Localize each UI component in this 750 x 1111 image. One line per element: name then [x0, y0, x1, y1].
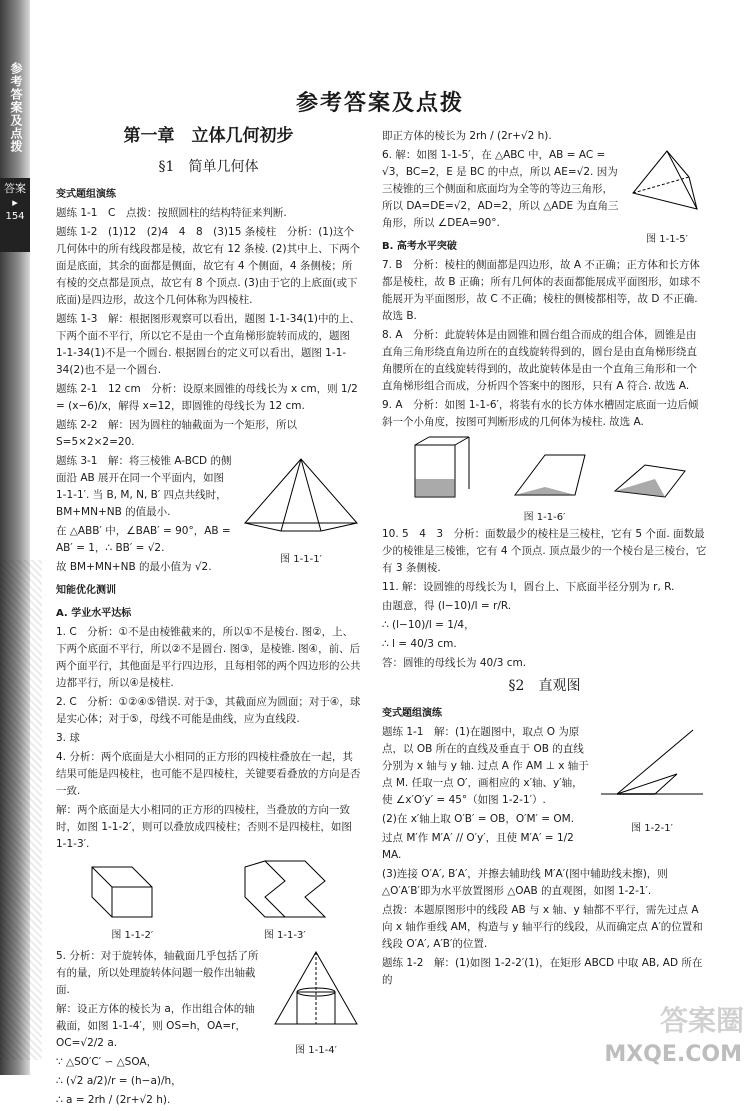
answer-1-2: 题练 1-2 (1)12 (2)4 4 8 (3)15 条棱柱 分析：(1)这个几何体中的所有线段都是棱，故它有 12 条棱. (2)其中上、下两个面是底面，其余的面都是侧面，故它有 4 个侧面，4 条侧棱；所有棱的交点都是顶点，故它有 8 个顶点. (3)由于它的上底面(或下底面)是四边形，故这个几何体称为四棱柱. — [56, 226, 361, 306]
section-title-2: §2 直观图 — [508, 678, 581, 694]
scan-noise — [0, 560, 42, 1060]
figure-1-1-5 — [627, 147, 707, 248]
section2-answer-1-2: 题练 1-2 解：(1)如图 1-2-2′(1)，在矩形 ABCD 中取 AB, AD 所在的 — [382, 957, 703, 986]
question-5: 5. 分析：对于旋转体，轴截面几乎包括了所有的量，所以处理旋转体问题一般作出轴截面. — [56, 950, 259, 996]
chapter-title: 第一章 立体几何初步 — [123, 126, 294, 146]
answer-3-1: 题练 3-1 解：将三棱锥 A-BCD 的侧面沿 AB 展开在同一个平面内，如图 1-1-1′. 当 B, M, N, B′ 四点共线时，BM+MN+NB 的值最小. — [56, 455, 232, 518]
left-column — [56, 128, 361, 1111]
answer-1-3: 题练 1-3 解：根据图形观察可以看出，题图 1-1-34(1)中的上、下两个面不平行，所以它不是由一个直角梯形旋转而成的，题图 1-1-34(1)不是一个圆台. 根据圆台的定义可以看出，题图 1-1-34(2)也不是一个圆台. — [56, 313, 360, 376]
answer-3-1-result: 故 BM+MN+NB 的最小值为 √2. — [56, 561, 212, 573]
figure-caption: 图 1-1-1′ — [280, 554, 322, 565]
answer-10: 10. 5 4 3 分析：面数最少的棱柱是三棱柱，它有 5 个面. 面数最少的棱锥是三棱锥，它有 4 个顶点. 顶点最少的一个棱台是三棱台，它有 3 条侧棱. — [382, 528, 707, 574]
tetrahedron-diagram — [627, 147, 707, 225]
page-title: 参考答案及点拨 — [295, 90, 464, 116]
watermark-logo: 答案圈 — [659, 1004, 744, 1037]
figure-1-1-6 — [382, 435, 707, 526]
question-5-step2: ∴ (√2 a/2)/r = (h−a)/h， — [56, 1075, 182, 1087]
answer-6: 6. 解：如图 1-1-5′，在 △ABC 中，AB = AC = √3，BC=2，E 是 BC 的中点，所以 AE=√2. 因为三棱锥的三个侧面和底面均为全等的等边三角形，所以 DA=DE=√2，AD=2，所以 △ADE 为直角三角形，所以 ∠DEA=90°. — [382, 149, 619, 229]
section2-step4: (3)连接 O′A′, B′A′，并擦去辅助线 M′A′(图中辅助线未擦)，则 △O′A′B′即为水平放置图形 △OAB 的直观图，如图 1-2-1′. — [382, 868, 668, 897]
section2-answer-1-1: 题练 1-1 解：(1)在题图中，取点 O 为原点，以 OB 所在的直线及垂直于 OB 的直线分别为 x 轴与 y 轴. 过点 A 作 AM ⊥ x 轴于点 M. 任取一点 O′，画相应的 x′轴、y′轴，使 ∠x′O′y′ = 45°（如图 1-2-1′）. — [382, 726, 589, 806]
question-1: 1. C 分析：①不是由棱锥截来的，所以①不是棱台. 图②，上、下两个底面不平行，所以②不是圆台. 图③，是棱锥. 图④，前、后两个面平行，其他面是平行四边形，且每相邻的两个四边形的公共边都平行，所以④是棱柱. — [56, 626, 361, 689]
side-tab-label: 答案 — [4, 182, 26, 195]
question-5-step1: ∵ △SO′C′ ∽ △SOA， — [56, 1056, 158, 1068]
zigzag-prism-diagram — [235, 857, 335, 921]
side-title: 参考答案及点拨 — [9, 62, 23, 153]
question-2: 2. C 分析：①②④⑤错误. 对于③，其截面应为圆面；对于④，球是实心体；对于⑤，母线不可能是曲线，应为直线段. — [56, 696, 361, 725]
answer-11-step2: ∴ (l−10)/l = 1/4， — [382, 619, 475, 631]
section2-hint: 点拨：本题原图形中的线段 AB 与 x 轴、y 轴都不平行，需先过点 A 向 x 轴作垂线 AM，构造与 y 轴平行的线段，从而确定点 A′的位置和线段 O′A′, A′B′的位置. — [382, 904, 703, 950]
figure-caption: 图 1-1-4′ — [295, 1045, 337, 1056]
answer-7: 7. B 分析：棱柱的侧面都是四边形，故 A 不正确；正方体和长方体都是棱柱，故 B 正确；所有几何体的表面都能展成平面图形，如球不能展开为平面图形，故 C 不正确；棱柱的侧棱都相等，故 D 不正确. 故选 B. — [382, 259, 701, 322]
answer-11: 11. 解：设圆锥的母线长为 l，圆台上、下底面半径分别为 r, R. — [382, 581, 675, 593]
oblique-axes-diagram — [597, 724, 707, 814]
figure-1-1-3 — [235, 857, 335, 944]
figure-1-1-4 — [271, 948, 361, 1059]
right-column — [382, 128, 707, 991]
answer-8: 8. A 分析：此旋转体是由圆锥和圆台组合而成的组合体，圆锥是由直角三角形绕直角边所在的直线旋转得到的，圆台是由直角梯形绕直角腰所在的直线旋转得到的，故此旋转体是由一个直角三角形和一个直角梯形组合而成，分析四个答案中的图形，只有 A 符合. 故选 A. — [382, 329, 697, 392]
question-5-solution: 解：设正方体的棱长为 a，作出组合体的轴截面，如图 1-1-4′，则 OS=h，OA=r，OC=√2/2 a. — [56, 1003, 255, 1049]
answer-9: 9. A 分析：如图 1-1-6′，将装有水的长方体水槽固定底面一边后倾斜一个小角度，按图可判断形成的几何体为棱柱. 故选 A. — [382, 399, 699, 428]
chevron-right-icon: ▸ — [12, 196, 18, 209]
question-4: 4. 分析：两个底面是大小相同的正方形的四棱柱叠放在一起，其结果可能是四棱柱，也可能不是四棱柱，关键要看叠放的方向是否一致. — [56, 751, 361, 797]
answer-11-final: 答：圆锥的母线长为 40/3 cm. — [382, 657, 527, 669]
figure-caption: 图 1-1-2′ — [111, 930, 154, 941]
label-tests: 知能优化测训 — [56, 585, 116, 596]
answer-1-1: 题练 1-1 C 点拨：按照圆柱的结构特征来判断. — [56, 207, 287, 219]
question-3: 3. 球 — [56, 732, 80, 744]
figure-row — [56, 857, 361, 944]
figure-caption: 图 1-1-3′ — [263, 930, 306, 941]
label-level-b: B. 高考水平突破 — [382, 241, 457, 252]
question-4-solution: 解：两个底面是大小相同的正方形的四棱柱，当叠放的方向一致时，如图 1-1-2′，则可以叠放成四棱柱；否则不是四棱柱，如图 1-1-3′. — [56, 804, 352, 850]
label-level-a: A. 学业水平达标 — [56, 608, 132, 619]
label-exercises-2: 变式题组演练 — [382, 708, 442, 719]
figure-1-1-1 — [241, 453, 361, 568]
figure-caption: 图 1-1-6′ — [523, 512, 566, 523]
side-tab — [0, 178, 30, 252]
page-number: 154 — [5, 211, 25, 222]
question-5-step3: ∴ a = 2rh / (2r+√2 h). — [56, 1094, 171, 1106]
label-exercises: 变式题组演练 — [56, 189, 116, 200]
section-title: §1 简单几何体 — [158, 159, 259, 175]
section2-step3: 过点 M′作 M′A′ // O′y′，且使 M′A′ = 1/2 MA. — [382, 832, 574, 861]
figure-caption: 图 1-1-5′ — [646, 234, 688, 245]
answer-2-2: 题练 2-2 解：因为圆柱的轴截面为一个矩形，所以 S=5×2×2=20. — [56, 419, 297, 448]
pyramid-net-diagram — [241, 453, 361, 545]
answer-11-step1: 由题意，得 (l−10)/l = r/R. — [382, 600, 512, 612]
answer-2-1: 题练 2-1 12 cm 分析：设原来圆锥的母线长为 x cm，则 1/2 = (x−6)/x，解得 x=12，即圆锥的母线长为 12 cm. — [56, 383, 358, 412]
answer-11-step3: ∴ l = 40/3 cm. — [382, 638, 457, 650]
figure-caption: 图 1-2-1′ — [631, 823, 673, 834]
prism-stack-diagram — [82, 857, 182, 921]
answer-5-result: 即正方体的棱长为 2rh / (2r+√2 h). — [382, 130, 552, 142]
water-tank-diagram — [395, 435, 695, 505]
cone-cube-section-diagram — [271, 948, 361, 1036]
section2-step2: (2)在 x′轴上取 O′B′ = OB，O′M′ = OM. — [382, 813, 575, 825]
figure-1-2-1 — [597, 724, 707, 837]
figure-1-1-2 — [82, 857, 182, 944]
answer-3-1-step: 在 △ABB′ 中，∠BAB′ = 90°，AB = AB′ = 1，∴ BB′ = √2. — [56, 525, 231, 554]
watermark-url: MXQE.COM — [604, 1042, 742, 1067]
